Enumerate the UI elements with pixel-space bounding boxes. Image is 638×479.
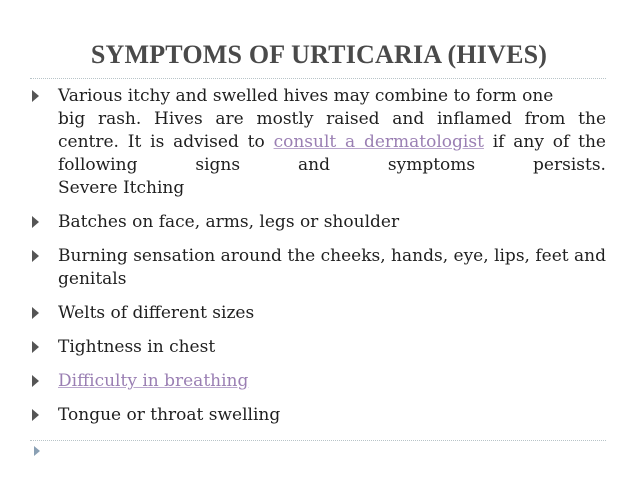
list-item: Tongue or throat swelling xyxy=(30,404,606,427)
list-item xyxy=(30,85,606,200)
intro-line-2: big rash. Hives are mostly raised and inflamed from the xyxy=(58,109,606,129)
bullet-arrow-icon xyxy=(32,375,39,387)
list-item: Burning sensation around the cheeks, hands, eye, lips, feet and genitals xyxy=(30,245,606,291)
bullet-arrow-icon xyxy=(32,341,39,353)
bullet-arrow-icon xyxy=(32,307,39,319)
intro-line-1: Various itchy and swelled hives may combine to form one xyxy=(58,86,554,106)
bullet-arrow-icon xyxy=(32,250,39,262)
list-item: Tightness in chest xyxy=(30,336,606,359)
footer-bullet-icon xyxy=(34,446,40,456)
list-item: Welts of different sizes xyxy=(30,302,606,325)
bullet-arrow-icon xyxy=(32,216,39,228)
consult-dermatologist-link[interactable]: consult a dermatologist xyxy=(273,132,484,152)
slide-title: SYMPTOMS OF URTICARIA (HIVES) xyxy=(90,40,548,69)
bullet-arrow-icon xyxy=(32,409,39,421)
title-divider xyxy=(30,78,606,79)
bullet-arrow-icon xyxy=(32,90,39,102)
list-item xyxy=(30,370,606,393)
footer-divider xyxy=(30,440,606,441)
intro-line-3: centre. It is advised to consult a dermatologist if any of the xyxy=(58,132,606,152)
difficulty-breathing-link[interactable]: Difficulty in breathing xyxy=(58,371,249,391)
intro-line-5: Severe Itching xyxy=(58,178,185,198)
list-item: Batches on face, arms, legs or shoulder xyxy=(30,211,606,234)
intro-line-4: following signs and symptoms persists. xyxy=(58,155,606,175)
bullet-list xyxy=(30,85,606,438)
